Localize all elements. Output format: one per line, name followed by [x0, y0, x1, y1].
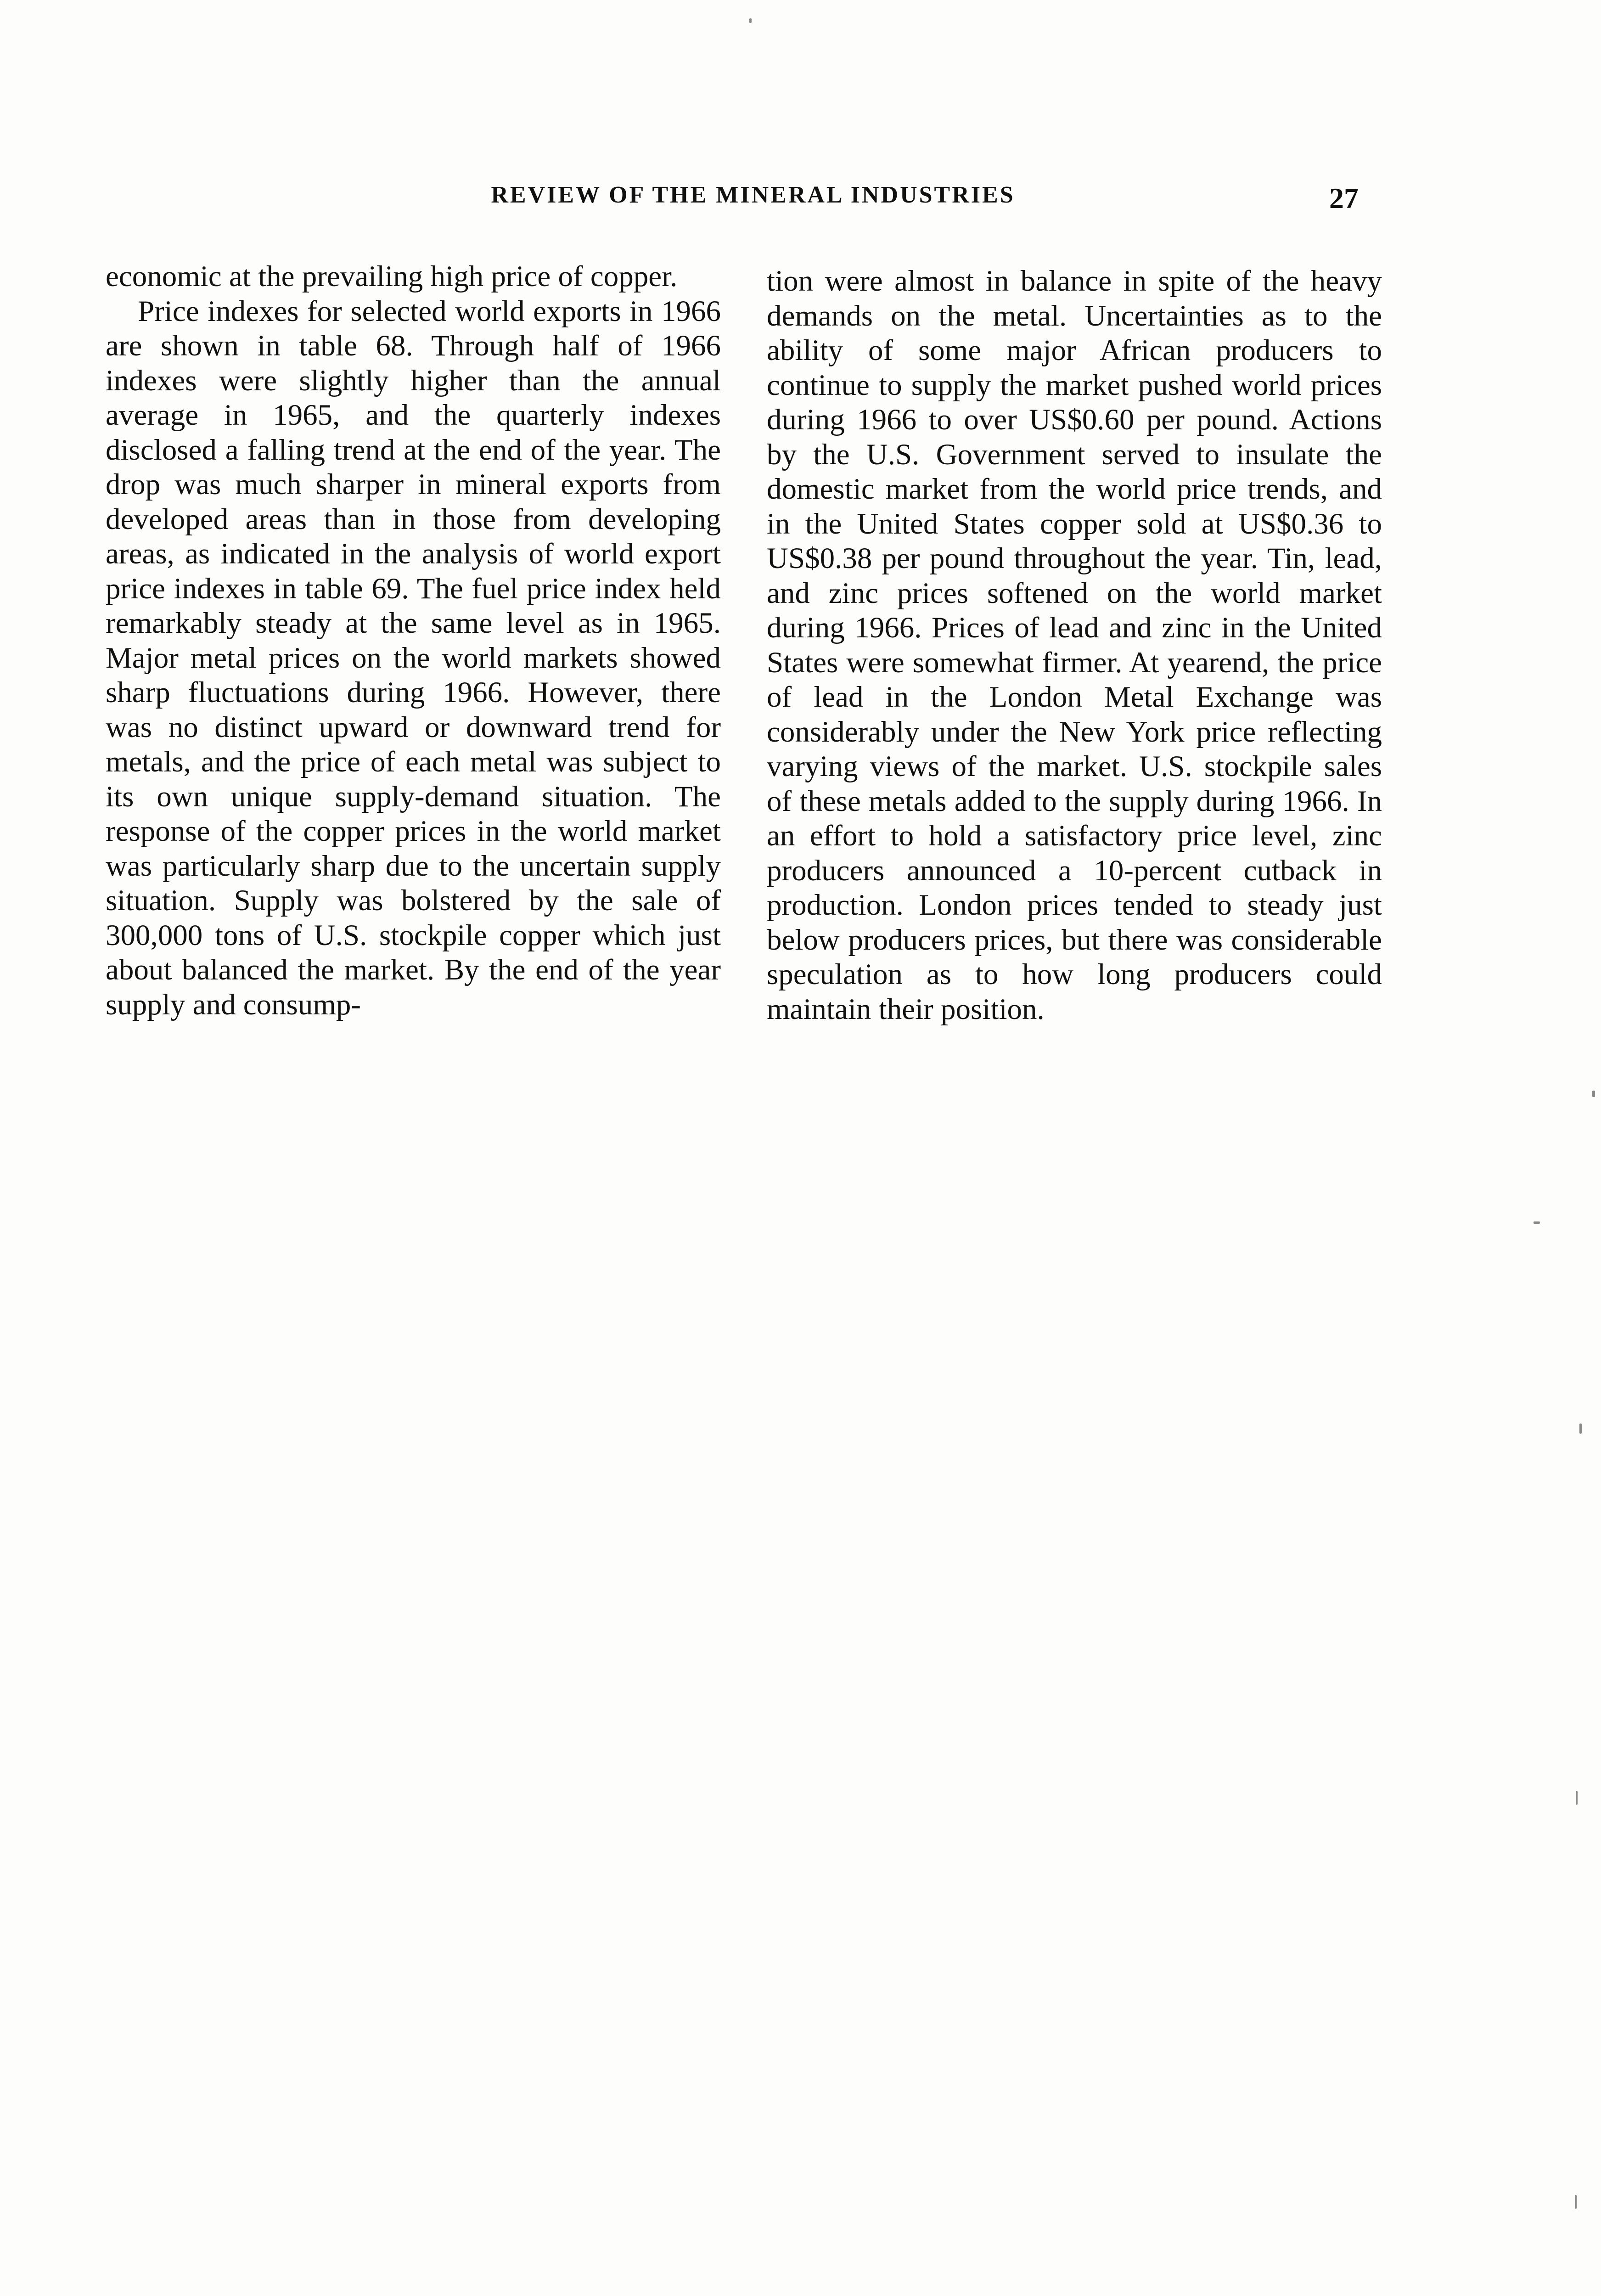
- continued-paragraph: economic at the prevailing high price of copper.: [106, 260, 678, 293]
- scan-speck: [1534, 1221, 1540, 1224]
- scan-speck: [1579, 1424, 1582, 1434]
- page-number: 27: [1329, 182, 1359, 214]
- scan-speck: [749, 18, 752, 23]
- right-column: [767, 264, 1382, 1027]
- running-head: REVIEW OF THE MINERAL INDUSTRIES: [491, 182, 1015, 208]
- body-paragraph: Price indexes for selected world exports in 1966 are shown in table 68. Through half of 1966 indexes were slightly higher than the annual average in 1965, and the quarterly indexes disclosed a falling trend at the end of the year. The drop was much sharper in mineral exports from developed areas than in those from developing areas, as indicated in the analysis of world export price indexes in table 69. The fuel price index held remarkably steady at the same level as in 1965. Major metal prices on the world markets showed sharp fluctuations during 1966. However, there was no distinct upward or downward trend for metals, and the price of each metal was subject to its own unique supply-demand situation. The response of the copper prices in the world market was particularly sharp due to the uncertain supply situation. Supply was bolstered by the sale of 300,000 tons of U.S. stockpile copper which just about balanced the market. By the end of the year supply and consump-: [106, 294, 721, 1021]
- body-paragraph: tion were almost in balance in spite of the heavy demands on the metal. Uncertainties as to the ability of some major African producers to continue to supply the market pushed world prices during 1966 to over US$0.60 per pound. Actions by the U.S. Government served to insulate the domestic market from the world price trends, and in the United States copper sold at US$0.36 to US$0.38 per pound throughout the year. Tin, lead, and zinc prices softened on the world market during 1966. Prices of lead and zinc in the United States were somewhat firmer. At yearend, the price of lead in the London Metal Exchange was considerably under the New York price reflecting varying views of the market. U.S. stockpile sales of these metals added to the supply during 1966. In an effort to hold a satisfactory price level, zinc producers announced a 10-percent cutback in production. London prices tended to steady just below producers prices, but there was considerable speculation as to how long producers could maintain their position.: [767, 264, 1382, 1026]
- scan-speck: [1575, 2195, 1577, 2209]
- scan-speck: [1576, 1791, 1578, 1805]
- scan-speck: [1592, 1091, 1595, 1097]
- left-column: [106, 259, 721, 1022]
